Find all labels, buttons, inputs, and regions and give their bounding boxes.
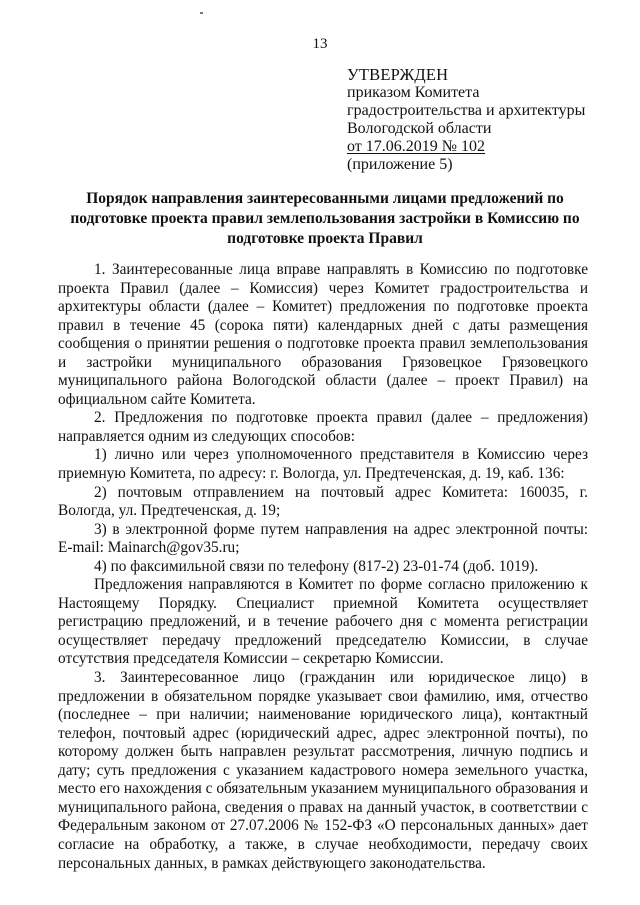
- paragraph: Предложения направляются в Комитет по форме согласно приложению к Настоящему Порядку. Специалист приемной Комитета осуществляет регистрацию предложений, и в течение рабочего дня с момента регистрации осуществляет передачу предложений председателю Комиссии, в случае отсутствия председателя Комиссии – секретарю Комиссии.: [58, 576, 588, 668]
- approval-title: УТВЕРЖДЕН: [347, 65, 449, 84]
- paragraph: 2) почтовым отправлением на почтовый адрес Комитета: 160035, г. Вологда, ул. Предтеченская, д. 19;: [58, 483, 588, 520]
- approval-appendix: (приложение 5): [347, 156, 453, 173]
- approval-line-3: Вологодской области: [347, 120, 492, 137]
- paragraph: 3) в электронной форме путем направления на адрес электронной почты: E-mail: Mainarch@gov35.ru;: [58, 520, 588, 557]
- paragraph: 3. Заинтересованное лицо (гражданин или юридическое лицо) в предложении в обязательном порядке указывает свои фамилию, имя, отчество (последнее – при наличии; наименование юридического лица), контактный телефон, почтовый адрес (юридический адрес, адрес электронной почты), по которому должен быть направлен результат рассмотрения, личную подпись и дату; суть предложения с указанием кадастрового номера земельного участка, место его нахождения с обязательным указанием муниципального образования и муниципального района, сведения о правах на данный участок, в соответствии с Федеральным законом от 27.07.2006 № 152-ФЗ «О персональных данных» дает согласие на обработку, а также, в случае необходимости, передачу своих персональных данных, в рамках действующего законодательства.: [58, 669, 588, 872]
- approval-order-date: от 17.06.2019 № 102: [347, 138, 486, 155]
- document-title: Порядок направления заинтересованными лицами предложений по подготовке проекта правил землепользования застройки в Комиссию по подготовке проекта Правил: [70, 190, 580, 247]
- approval-block: [347, 66, 585, 174]
- paragraph: 4) по факсимильной связи по телефону (817-2) 23-01-74 (доб. 1019).: [94, 557, 539, 575]
- paragraph: 2. Предложения по подготовке проекта правил (далее – предложения) направляется одним из следующих способов:: [58, 409, 588, 445]
- document-body: [58, 261, 588, 873]
- page-number: 13: [312, 36, 328, 52]
- paragraph: 1. Заинтересованные лица вправе направлять в Комиссию по подготовке проекта Правил (далее – Комиссия) через Комитет градостроительства и архитектуры области (далее – Комитет) предложения по подготовке проекта правил в течение 45 (сорока пяти) календарных дней с даты размещения сообщения о принятии решения о подготовке проекта правил землепользования и застройки муниципального образования Грязовецкое Грязовецкого муниципального района Вологодской области (далее – проект Правил) на официальном сайте Комитета.: [58, 261, 588, 408]
- approval-line-2: градостроительства и архитектуры: [347, 102, 586, 119]
- approval-line-1: приказом Комитета: [347, 84, 480, 101]
- scan-mark: [200, 12, 203, 14]
- paragraph: 1) лично или через уполномоченного представителя в Комиссию через приемную Комитета, по адресу: г. Вологда, ул. Предтеченская, д. 19, каб. 136:: [58, 446, 588, 483]
